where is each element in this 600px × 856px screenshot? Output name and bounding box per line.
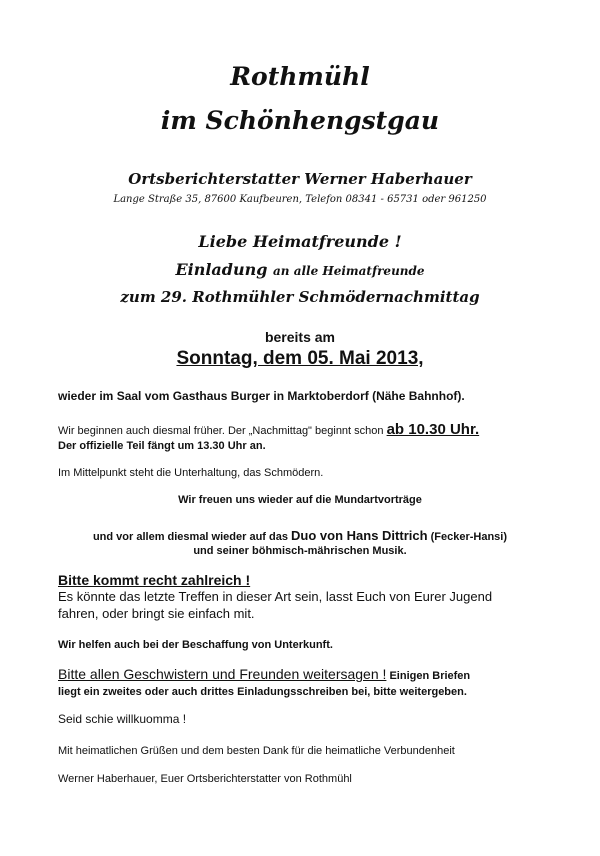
greeting: Liebe Heimatfreunde ! bbox=[198, 232, 402, 251]
music-text: und seiner böhmisch-mährischen Musik. bbox=[193, 545, 407, 557]
signature-text: Werner Haberhauer, Euer Ortsberichterstatter von Rothmühl bbox=[58, 773, 352, 785]
title-line-2: im Schönhengstgau bbox=[160, 106, 440, 135]
event-name: zum 29. Rothmühler Schmödernachmittag bbox=[120, 288, 480, 306]
invitation-word: Einladung bbox=[175, 260, 268, 279]
start-time-line bbox=[58, 423, 558, 438]
event-date: Sonntag, dem 05. Mai 2013, bbox=[176, 348, 424, 369]
lodging-text: Wir helfen auch bei der Beschaffung von Unterkunft. bbox=[58, 639, 333, 651]
date-intro: bereits am bbox=[264, 329, 336, 345]
last-meeting-line-2: fahren, oder bringt sie einfach mit. bbox=[58, 606, 255, 621]
invitation-audience: an alle Heimatfreunde bbox=[273, 264, 425, 278]
reporter-name: Ortsberichterstatter Werner Haberhauer bbox=[128, 170, 472, 188]
tell-others-block bbox=[58, 666, 558, 700]
title-line-1: Rothmühl bbox=[230, 62, 370, 91]
duo-intro: und vor allem diesmal wieder auf das bbox=[92, 531, 288, 543]
letters-intro: Einigen Briefen bbox=[389, 670, 471, 682]
reporter-address: Lange Straße 35, 87600 Kaufbeuren, Telefon 08341 - 65731 oder 961250 bbox=[113, 194, 487, 205]
welcome-text: Seid schie willkuomma ! bbox=[58, 712, 187, 726]
start-text: Wir beginnen auch diesmal früher. Der „Nachmittag" beginnt schon bbox=[58, 425, 384, 437]
duo-line bbox=[0, 528, 600, 543]
duo-nickname: (Fecker-Hansi) bbox=[430, 531, 508, 543]
venue: wieder im Saal vom Gasthaus Burger in Marktoberdorf (Nähe Bahnhof). bbox=[58, 389, 465, 403]
last-meeting-line-1: Es könnte das letzte Treffen in dieser Art sein, lasst Euch von Eurer Jugend bbox=[58, 589, 493, 604]
regards-text: Mit heimatlichen Grüßen und dem besten Dank für die heimatliche Verbundenheit bbox=[58, 745, 455, 757]
plea-heading: Bitte kommt recht zahlreich ! bbox=[58, 572, 251, 588]
letters-text: liegt ein zweites oder auch drittes Einladungsschreiben bei, bitte weitergeben. bbox=[58, 686, 467, 698]
tell-others: Bitte allen Geschwistern und Freunden weitersagen ! bbox=[58, 666, 387, 682]
start-time: ab 10.30 Uhr. bbox=[386, 421, 480, 438]
invitation-line bbox=[0, 260, 600, 279]
last-meeting-text bbox=[58, 588, 558, 622]
official-part: Der offizielle Teil fängt um 13.30 Uhr an. bbox=[58, 440, 266, 452]
duo-name: Duo von Hans Dittrich bbox=[291, 528, 428, 543]
focus-text: Im Mittelpunkt steht die Unterhaltung, das Schmödern. bbox=[58, 467, 324, 479]
dialect-text: Wir freuen uns wieder auf die Mundartvorträge bbox=[178, 494, 422, 506]
